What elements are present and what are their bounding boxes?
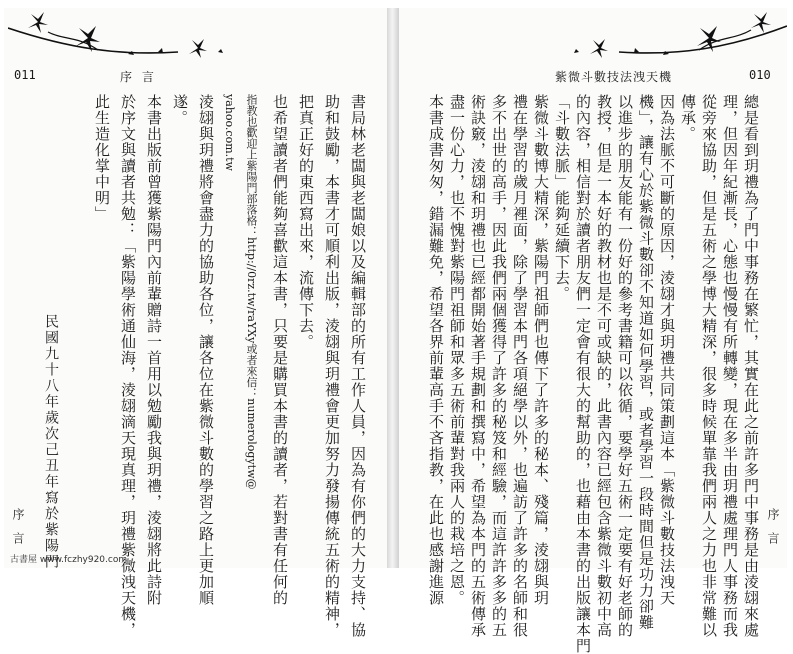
text-column: 於序文與讀者共勉：「紫陽學術通仙海，淩翃滴天現真理，玥禮紫微洩天機， (119, 94, 137, 638)
floral-ornament-icon (8, 8, 308, 68)
text-column: 也希望讀者們能夠喜歡這本書，只要是購買本書的讀者，若對書有任何的 (271, 94, 289, 606)
right-page (399, 8, 787, 654)
text-column: 教授，但是一本好的教材也是不可或缺的，此書內容已經包含紫微斗數初中高 (595, 94, 613, 638)
page-number: 011 (14, 68, 36, 82)
text-column: 以進步的朋友能有一份好的參考書籍可以依循，要學好五術一定要有好老師的 (616, 94, 634, 638)
text-column: 總是看到玥禮為了門中事務在繁忙，其實在此之前許多門中事務是由淩翃來處 (742, 94, 760, 638)
text-column: 本書成書匆匆，錯漏難免，希望各界前輩高手不吝指教，在此也感謝進源 (427, 94, 445, 606)
text-column: 術訣竅，淩翃和玥禮也已經都開始著手規劃和撰寫中，希望為本門的五術傳承 (469, 94, 487, 638)
text-column: 禮在學習的歲月裡面，除了學習本門各項絕學以外，也遍訪了許多的名師和很 (511, 94, 529, 638)
signature-line: 民國九十八年歲次己丑年寫於紫陽門 (43, 314, 59, 570)
text-column: 紫微斗數博大精深，紫陽門祖師們也傳下了許多的秘本、殘篇，淩翃與玥 (532, 94, 550, 606)
text-column: 此生造化掌中明」 (93, 94, 111, 222)
text-column: 書局林老闆與老闆娘以及編輯部的所有工作人員，因為有你們的大力支持、協 (349, 94, 367, 638)
text-column: 遂。 (171, 94, 189, 126)
text-column: 傳承。 (679, 94, 697, 142)
text-column: 助和鼓勵，本書才可順利出版，淩翃與玥禮會更加努力發揚傳統五術的精神， (323, 94, 341, 638)
page-number: 010 (749, 68, 771, 82)
left-page (4, 8, 387, 638)
page-header: 紫微斗數技法洩天機 (555, 70, 673, 84)
text-column: yahoo.com.tw (223, 94, 236, 171)
text-column: 多不出世的高手，因此我們兩個獲得了許多的秘笈和經驗，而這許許多多的五 (490, 94, 508, 638)
book-gutter (387, 8, 399, 568)
page-corner-title: 序 言 (766, 508, 780, 548)
watermark: 古書屋 www.fczhy920.com (10, 555, 128, 565)
page-corner-title: 序 言 (11, 508, 25, 548)
text-column: 指教也歡迎上紫陽門部落格：http://0rz.tw/raYXy或者來信：numerologytw@ (245, 94, 258, 490)
floral-ornament-icon (529, 8, 787, 68)
text-column: 淩翃與玥禮將會盡力的協助各位，讓各位在紫微斗數的學習之路上更加順 (197, 94, 215, 606)
text-column: 「斗數法脈」能夠延續下去。 (553, 94, 571, 302)
text-column: 理，但因年紀漸長，心態也慢慢有所轉變，現在多半由玥禮處理門人事務而我 (721, 94, 739, 638)
text-column: 把真正好的東西寫出來，流傳下去。 (297, 94, 315, 350)
text-column: 的內容，相信對於讀者朋友們一定會有很大的幫助的，也藉由本書的出版讓本門 (574, 94, 592, 654)
text-column: 本書出版前曾獲紫陽門內前輩贈詩一首用以勉勵我與玥禮，淩翃將此詩附 (145, 94, 163, 606)
text-column: 從旁來協助，但是五術之學博大精深，很多時候單靠我們兩人之力也非常難以 (700, 94, 718, 638)
text-column: 機」，讓有心於紫微斗數卻不知道如何學習，或者學習一段時間但是功力卻難 (637, 94, 655, 631)
text-column: 因為法脈不可斷的原因，淩翃才與玥禮共同策劃這本「紫微斗數技法洩天 (658, 94, 676, 606)
text-column: 盡一份心力，也不愧對紫陽門祖師和眾多五術前輩對我兩人的栽培之恩。 (448, 94, 466, 606)
page-header: 序 言 (120, 70, 157, 84)
